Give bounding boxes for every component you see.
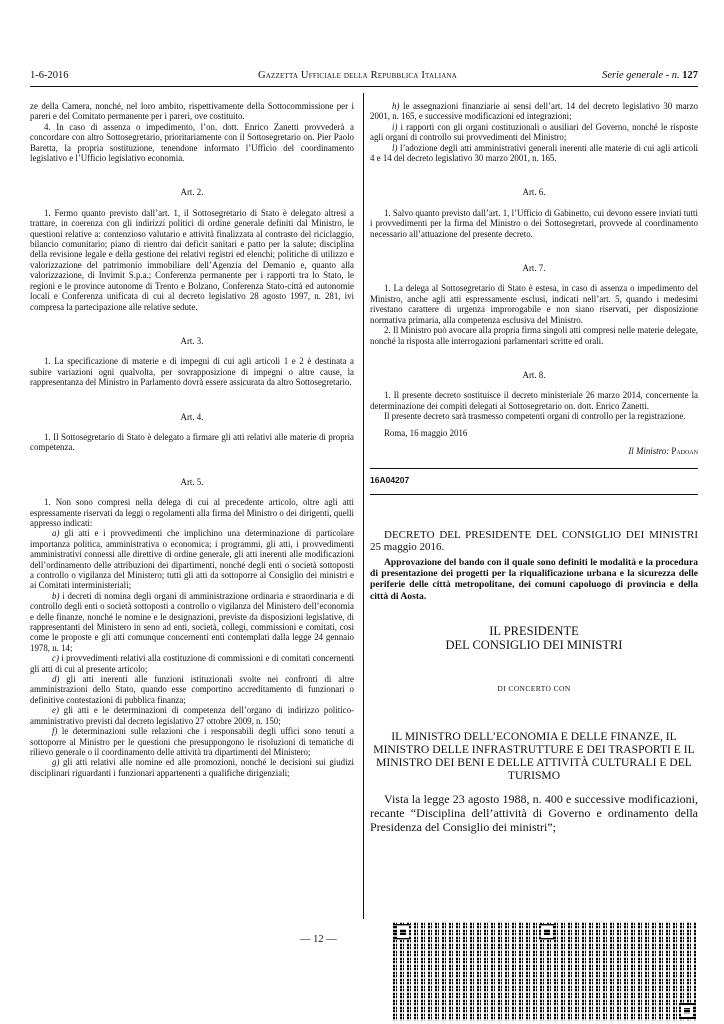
decree-subject: Approvazione del bando con il quale sono definiti le modalità e la procedura di presentazione dei progetti per la riqualificazione urbana e la sicurezza delle periferie delle città metropolitane, dei comuni capoluogo di provincia e della città di Aosta. [370,556,698,602]
paragraph: 1. Fermo quanto previsto dall’art. 1, il Sottosegretario di Stato è delegato altresì a trattare, in coerenza con gli indirizzi politici di ordine generale definiti dal Ministro, le questioni relative a: contenzioso valutario e attività finalizzata al contrasto del riciclaggio, bilancio comunitario; piano di rientro dai deficit sanitari e patto per la salute; disciplina della revisione legale e della gestione dei relativi registri ed elenchi; politiche di utilizzo e valorizzazione del patrimonio immobiliare dell’Agenzia del Demanio e, quanto alla valorizzazione, di Invimit S.p.a.; Conferenza permanente per i rapporti tra lo Stato, le regioni e le province autonome di Trento e Bolzano, Conferenza Stato-città ed autonomie locali e Conferenza unificata di cui al decreto legislativo 28 agosto 1997, n. 281, ivi compresa la partecipazione alle relative sedute. [30,207,354,312]
paragraph: 1. Il presente decreto sostituisce il decreto ministeriale 26 marzo 2014, concernente la determinazione dei compiti delegati al Sottosegretario on. dott. Enrico Zanetti. [370,390,698,411]
list-item: f) le determinazioni sulle relazioni che i responsabili degli uffici sono tenuti a sottoporre al Ministro per le questioni che presuppongono le risoluzioni di tematiche di rilievo generale o il coordinamento delle attività tra dipartimenti del Ministero; [30,726,354,757]
paragraph: Il presente decreto sarà trasmesso competenti organi di controllo per la registrazione. [384,411,686,422]
finder-mark [679,1003,695,1019]
page-header [30,70,698,84]
finder-mark [539,924,555,940]
page-number: — 12 — [300,934,337,945]
issuer-heading: IL PRESIDENTE DEL CONSIGLIO DEI MINISTRI [445,623,623,652]
list-item: e) gli atti e le determinazioni di competenza dell’organo di indirizzo politico-amministrativo previsti dal decreto legislativo 27 ottobre 2009, n. 150; [30,705,354,726]
article-heading: Art. 8. [522,369,546,380]
article-heading: Art. 2. [180,187,204,198]
article-heading: Art. 6. [522,187,546,198]
signature: Il Ministro: Padoan [628,445,698,456]
place-date: Roma, 16 maggio 2016 [384,427,468,438]
paragraph: Vista la legge 23 agosto 1988, n. 400 e successive modificazioni, recante “Disciplina dell’attività di Governo e ordinamento della Presidenza del Consiglio dei ministri”; [370,792,698,835]
decree-title: DECRETO DEL PRESIDENTE DEL CONSIGLIO DEI MINISTRI 25 maggio 2016. [370,528,698,553]
list-item: g) gli atti relativi alle nomine ed alle promozioni, nonché le decisioni sui giudizi disciplinari riguardanti i funzionari appartenenti a qualifiche dirigenziali; [30,757,354,778]
paragraph: 1. Non sono compresi nella delega di cui al precedente articolo, oltre agli atti espressamente riservati da leggi o regolamenti alla firma del Ministro o dei dirigenti, quelli appresso indicati: [30,497,354,528]
list-item: d) gli atti inerenti alle funzioni istituzionali svolte nei confronti di altre amministrazioni dello Stato, quando esse comportino accreditamento di funzionari o definitive contestazioni di pubblica finanza; [30,674,354,705]
header-publication: Gazzetta Ufficiale della Repubblica Italiana [258,70,457,81]
list-item: c) i provvedimenti relativi alla costituzione di commissioni e di comitati concernenti gli atti di cui al presente articolo; [30,653,354,674]
paragraph: 1. Il Sottosegretario di Stato è delegato a firmare gli atti relativi alle materie di propria competenza. [30,431,354,453]
article-heading: Art. 7. [522,263,546,274]
separator-rule [370,468,698,469]
article-heading: Art. 3. [180,335,204,346]
paragraph: 1. Salvo quanto previsto dall’art. 1, l’Ufficio di Gabinetto, cui devono essere inviati tutti i provvedimenti per la firma del Ministro o dei Sottosegretari, provvede al coordinamento necessario all’attuazione del presente decreto. [370,207,698,239]
paragraph: 1. La delega al Sottosegretario di Stato è estesa, in caso di assenza o impedimento del Ministro, anche agli atti espressamente esclusi, indicati nell’art. 5, quando i medesimi rivestano carattere di urgenza improrogabile e non siano riservati, per disposizione normativa primaria, alla competenza esclusiva del Ministro. [370,283,698,325]
ministers-heading: IL MINISTRO DELL’ECONOMIA E DELLE FINANZE, IL MINISTRO DELLE INFRASTRUTTURE E DEI TRASPORTI E IL MINISTRO DEI BENI E DELLE ATTIVITÀ CULTURALI E DEL TURISMO [373,730,695,783]
header-series: Serie generale - n. 127 [602,70,698,81]
column-divider [363,93,364,919]
datamatrix-code-icon [393,922,697,1021]
list-item: a) gli atti e i provvedimenti che implichino una determinazione di particolare importanza politica, amministrativa o economica; i programmi, gli atti, i provvedimenti amministrativi connessi alle direttive di ordine generale, gli atti inerenti alle modificazioni dell’ordinamento delle attribuzioni dei dipartimenti, nonché degli enti o società sottoposti a controllo o vigilanza del Ministero; tutti gli atti da sottoporre al Consiglio dei ministri e ai Comitati interministeriali; [30,528,354,591]
paragraph: 2. Il Ministro può avocare alla propria firma singoli atti compresi nelle materie delegate, nonché la risposta alle interrogazioni parlamentari scritte ed orali. [370,325,698,346]
finder-mark [395,924,411,940]
header-date: 1-6-2016 [30,70,69,81]
document-code: 16A04207 [370,475,410,486]
article-heading: Art. 4. [180,411,204,422]
right-column [370,101,698,834]
article-heading: Art. 5. [180,476,204,487]
list-item: l) l’adozione degli atti amministrativi generali inerenti alle materie di cui agli articoli 4 e 14 del decreto legislativo 30 marzo 2001, n. 165. [370,142,698,164]
paragraph: 1. La specificazione di materie e di impegni di cui agli articoli 1 e 2 è destinata a subire variazioni ogni qualvolta, per sovrapposizione di impegni o altre cause, la rappresentanza del Ministro in Parlamento dovrà essere assicurata da altro Sottosegretario. [30,356,354,388]
paragraph: 4. In caso di assenza o impedimento, l’on. dott. Enrico Zanetti provvederà a concordare con altro Sottosegretario, prioritariamente con il Sottosegretario on. Pier Paolo Baretta, la propria sostituzione, tenendone informato l’Ufficio del coordinamento legislativo e l’Ufficio legislativo economia. [30,121,354,164]
left-column [30,101,354,778]
header-rule [30,86,698,87]
list-item: b) i decreti di nomina degli organi di amministrazione ordinaria e straordinaria e di controllo degli enti o società sottoposti a controllo o vigilanza del Ministero dell’economia e delle finanze, nonché le nomine e le designazioni, previste da disposizioni legislative, di rappresentanti del Ministero in seno ad enti, società, collegi, commissioni e comitati, così come le proposte e gli atti comunque concernenti enti contemplati dalla legge 24 gennaio 1978, n. 14; [30,590,354,653]
separator-rule [370,494,698,495]
list-item: i) i rapporti con gli organi costituzionali o ausiliari del Governo, nonché le risposte agli organi di controllo sui provvedimenti del Ministro; [370,121,698,143]
concert-heading: DI CONCERTO CON [497,683,571,693]
paragraph: ze della Camera, nonché, nel loro ambito, rispettivamente della Sottocommissione per i pareri e del Comitato permanente per i pareri, ove costituito. [30,101,354,122]
list-item: h) le assegnazioni finanziarie ai sensi dell’art. 14 del decreto legislativo 30 marzo 2001, n. 165, e successive modificazioni ed integrazioni; [370,101,698,122]
